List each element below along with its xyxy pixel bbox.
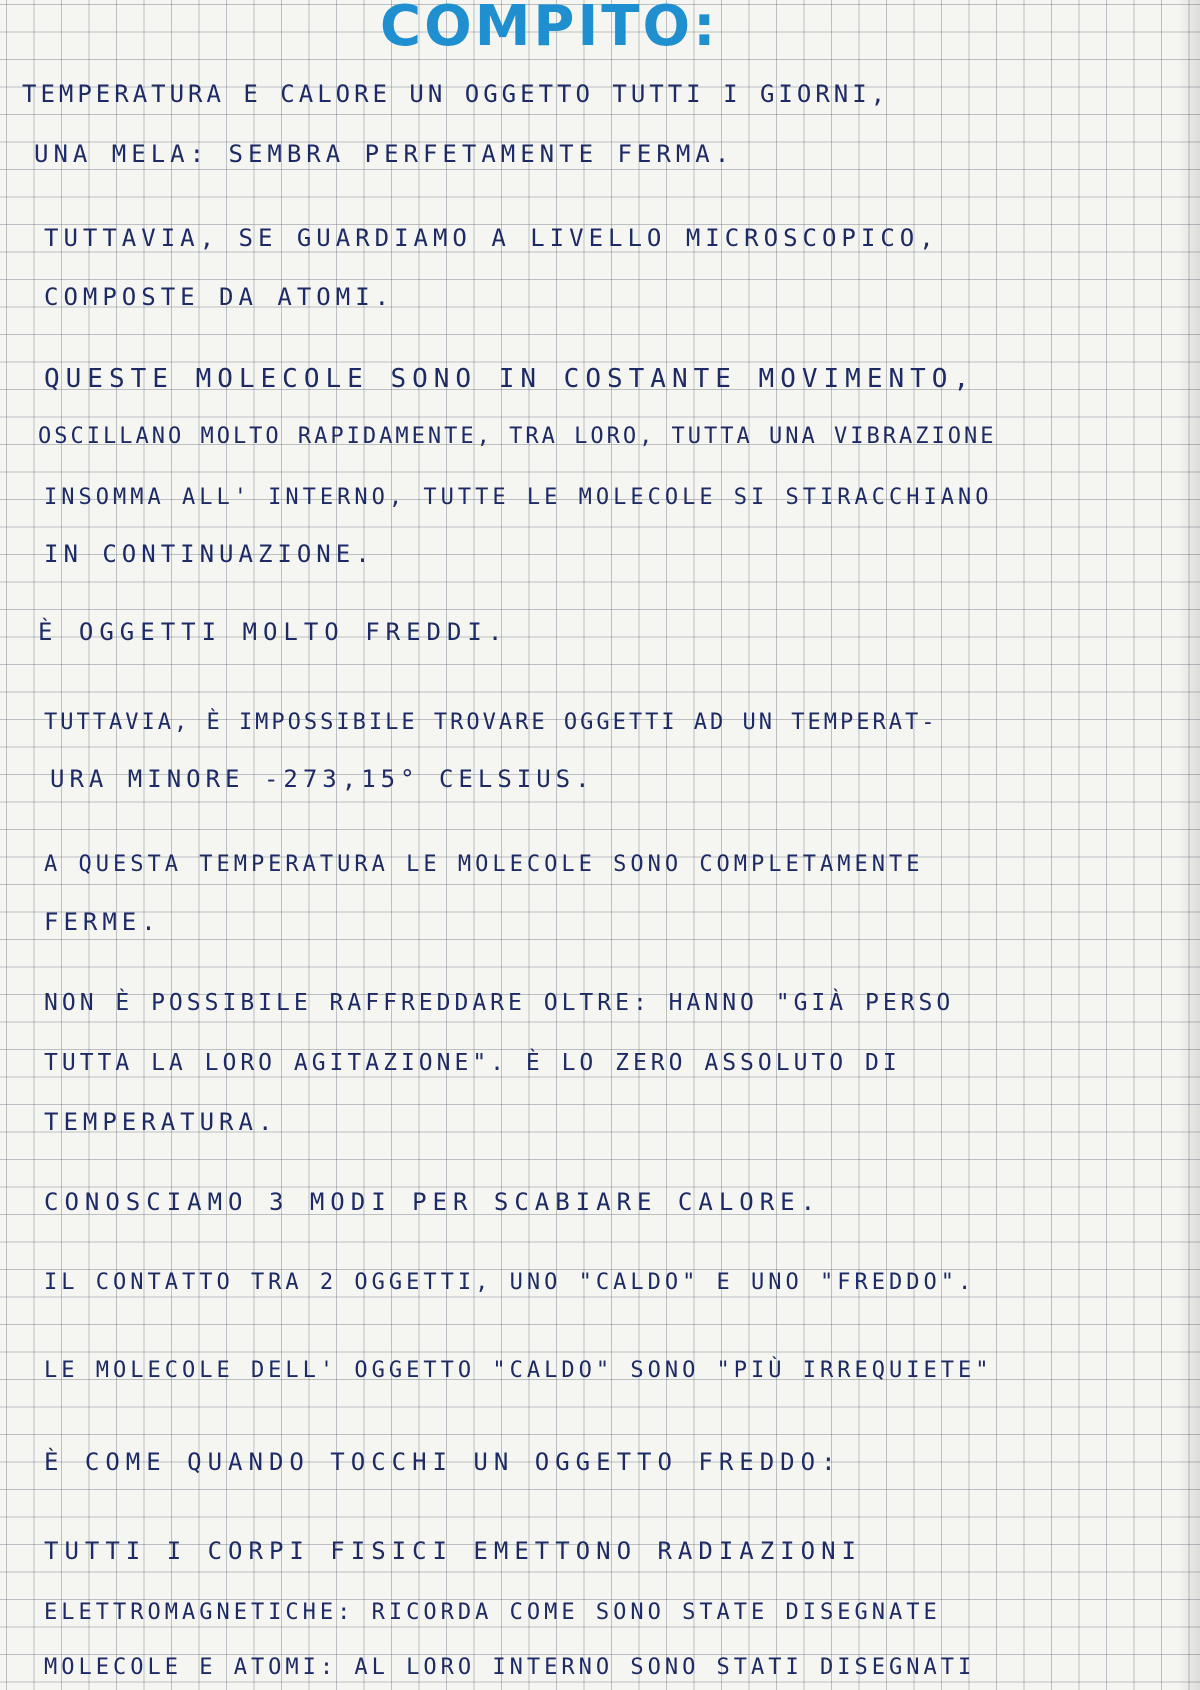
text-line: URA MINORE -273,15° CELSIUS. — [50, 765, 595, 793]
text-line: QUESTE MOLECOLE SONO IN COSTANTE MOVIMENTO, — [44, 364, 976, 394]
text-line: ELETTROMAGNETICHE: RICORDA COME SONO STATE DISEGNATE — [44, 1600, 941, 1625]
page-title: COMPITO: — [380, 0, 719, 59]
text-line: TUTTI I CORPI FISICI EMETTONO RADIAZIONI — [44, 1537, 862, 1565]
text-line: È COME QUANDO TOCCHI UN OGGETTO FREDDO: — [44, 1448, 842, 1476]
text-line: LE MOLECOLE DELL' OGGETTO "CALDO" SONO "PIÙ IRREQUIETE" — [44, 1358, 993, 1383]
text-line: IL CONTATTO TRA 2 OGGETTI, UNO "CALDO" E UNO "FREDDO". — [44, 1270, 976, 1295]
text-line: CONOSCIAMO 3 MODI PER SCABIARE CALORE. — [44, 1188, 822, 1216]
text-line: FERME. — [44, 908, 161, 936]
text-line: TEMPERATURA E CALORE UN OGGETTO TUTTI I GIORNI, — [22, 80, 890, 108]
text-line: NON È POSSIBILE RAFFREDDARE OLTRE: HANNO "GIÀ PERSO — [44, 990, 955, 1016]
text-line: TEMPERATURA. — [44, 1108, 278, 1136]
text-line: UNA MELA: SEMBRA PERFETAMENTE FERMA. — [34, 140, 735, 168]
text-line: MOLECOLE E ATOMI: AL LORO INTERNO SONO STATI DISEGNATI — [44, 1655, 976, 1680]
text-line: TUTTAVIA, È IMPOSSIBILE TROVARE OGGETTI AD UN TEMPERAT- — [44, 710, 938, 735]
text-line: INSOMMA ALL' INTERNO, TUTTE LE MOLECOLE SI STIRACCHIANO — [44, 485, 993, 510]
text-line: COMPOSTE DA ATOMI. — [44, 283, 395, 311]
text-line: È OGGETTI MOLTO FREDDI. — [38, 618, 509, 646]
text-line: A QUESTA TEMPERATURA LE MOLECOLE SONO COMPLETAMENTE — [44, 852, 924, 877]
text-line: OSCILLANO MOLTO RAPIDAMENTE, TRA LORO, TUTTA UNA VIBRAZIONE — [38, 424, 997, 449]
text-line: TUTTAVIA, SE GUARDIAMO A LIVELLO MICROSCOPICO, — [44, 224, 939, 252]
text-line: TUTTA LA LORO AGITAZIONE". È LO ZERO ASSOLUTO DI — [44, 1050, 901, 1076]
text-line: IN CONTINUAZIONE. — [44, 540, 375, 568]
